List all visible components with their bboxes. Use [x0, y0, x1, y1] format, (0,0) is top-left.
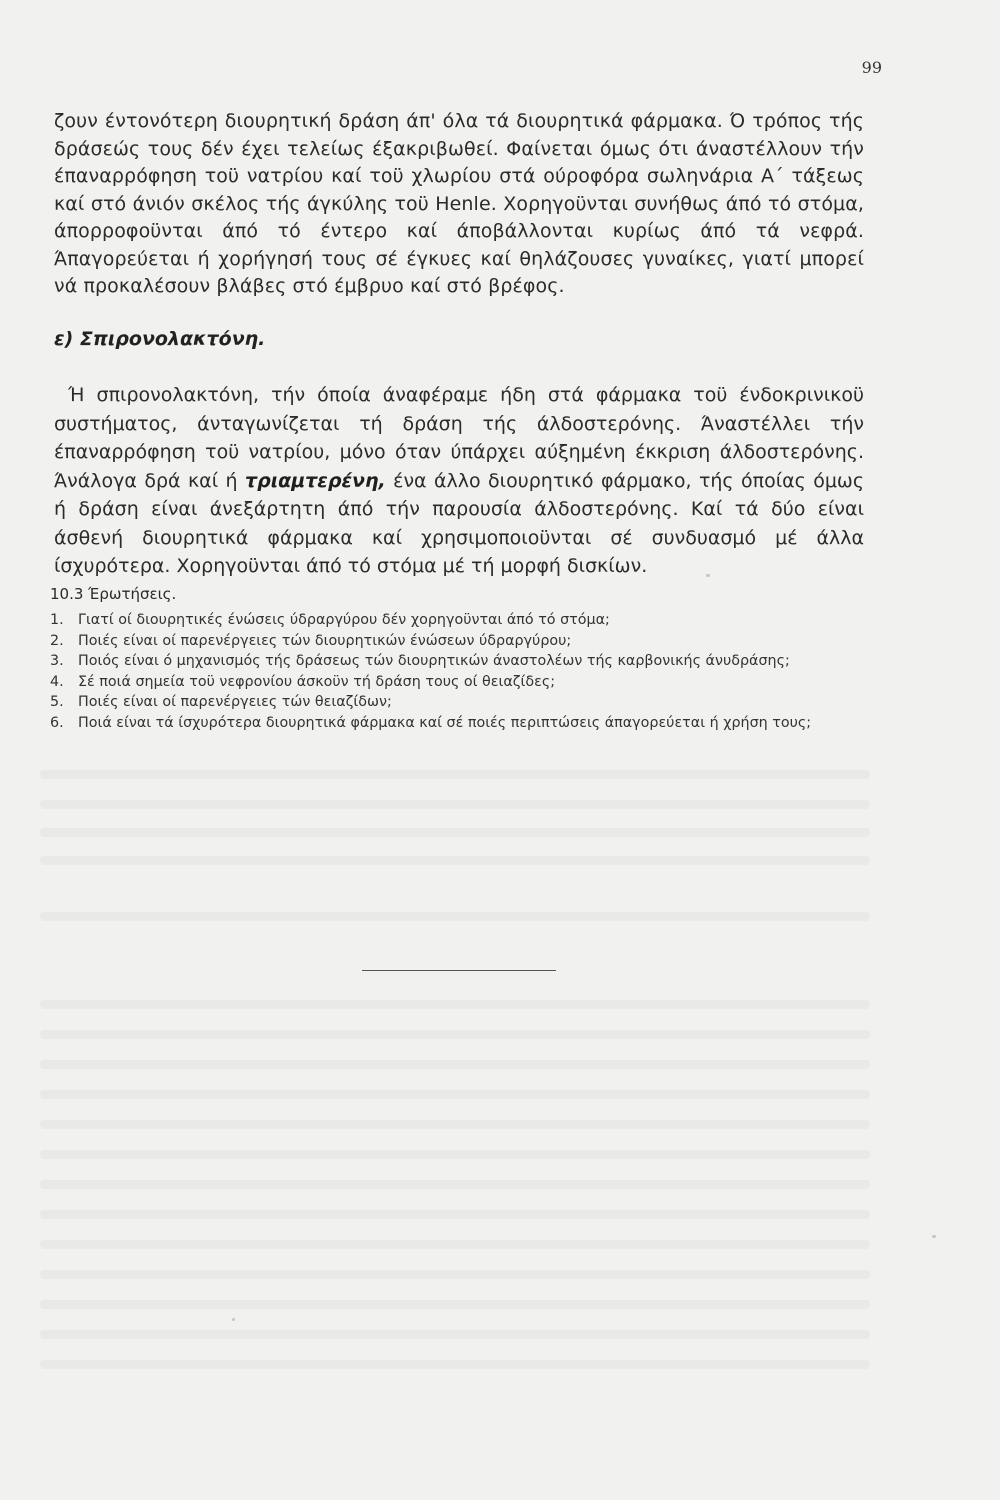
question-text: Ποιός είναι ό μηχανισμός τής δράσεως τών διουρητικών άναστολέων τής καρβονικής άνυδράσης; — [78, 653, 790, 670]
question-item — [50, 672, 870, 693]
paper-speck — [232, 1318, 235, 1321]
paragraph-loop-diuretics — [54, 108, 864, 301]
paragraph-spironolactone — [54, 381, 864, 581]
bleed-through-line — [40, 1120, 870, 1129]
question-number: 1. — [50, 612, 64, 628]
question-item — [50, 651, 870, 672]
bleed-through-line — [40, 1150, 870, 1159]
bleed-through-line — [40, 1210, 870, 1219]
question-number: 3. — [50, 653, 64, 670]
bleed-through-line — [40, 828, 870, 837]
paper-speck — [932, 1235, 936, 1238]
bleed-through-line — [40, 912, 870, 921]
bleed-through-line — [40, 1060, 870, 1069]
bleed-through-line — [40, 1090, 870, 1099]
paragraph-text-part2: ένα άλλο διουρητικό φάρμακο, τής όποίας όμως ή δράση είναι άνεξάρτητη άπό τήν παρουσία άλδοστερόνης. Καί τά δύο είναι άσθενή διουρητικά φάρμακα καί χρησιμοποιοϋνται σέ συνδυασμό μέ άλλα ίσχυρότερα. Χορηγοϋνται άπό τό στόμα μέ τή μορφή δισκίων. — [54, 469, 864, 577]
paragraph-text: ζουν έντονότερη διουρητική δράση άπ' όλα τά διουρητικά φάρμακα. Ό τρόπος τής δράσεώς τους δέν έχει τελείως έξακριβωθεί. Φαίνεται όμως ότι άναστέλλουν τήν έπαναρρόφηση τοϋ νατρίου καί τοϋ χλωρίου στά ούροφόρα σωληνάρια Α΄ τάξεως καί στό άνιόν σκέλος τής άγκύλης τοϋ Henle. Χορηγοϋνται συνήθως άπό τό στόμα, άπορροφοϋνται άπό τό έντερο καί άποβάλλονται κυρίως άπό τά νεφρά. Άπαγορεύεται ή χορήγησή τους σέ έγκυες καί θηλάζουσες γυναίκες, γιατί μπορεί νά προκαλέσουν βλάβες στό έμβρυο καί στό βρέφος. — [54, 110, 864, 297]
bleed-through-line — [40, 1300, 870, 1309]
bleed-through-line — [40, 1240, 870, 1249]
section-heading-spironolactone: ε) Σπιρονολακτόνη. — [54, 328, 266, 350]
question-text: Σέ ποιά σημεία τοϋ νεφρονίου άσκοϋν τή δράση τους οί θειαζίδες; — [78, 673, 556, 690]
page-number: 99 — [861, 58, 882, 77]
paragraph-text-part1: Ή σπιρονολακτόνη, τήν όποία άναφέραμε ήδη στά φάρμακα τοϋ ένδοκρινικοϋ συστήματος, άνταγωνίζεται τή δράση τής άλδοστερόνης. Άναστέλλει τήν έπαναρρόφηση τοϋ νατρίου, μόνο όταν ύπάρχει αύξημένη έκκριση άλδοστερόνης. Άνάλογα δρά καί ή — [54, 384, 864, 492]
question-number: 5. — [50, 694, 64, 711]
bleed-through-line — [40, 1270, 870, 1279]
question-number: 2. — [50, 632, 64, 649]
question-item — [50, 631, 870, 652]
question-text: Ποιές είναι οί παρενέργειες τών θειαζίδων; — [78, 694, 392, 711]
bleed-through-line — [40, 1180, 870, 1189]
question-text: Γιατί οί διουρητικές ένώσεις ύδραργύρου δέν χορηγοϋνται άπό τό στόμα; — [78, 612, 610, 628]
chapter-end-divider — [362, 970, 556, 971]
questions-list — [50, 610, 870, 734]
bleed-through-line — [40, 1360, 870, 1369]
paragraph-emphasis-triamterene: τριαμτερένη, — [245, 469, 386, 492]
question-text: Ποιές είναι οί παρενέργειες τών διουρητικών ένώσεων ύδραργύρου; — [78, 632, 572, 649]
question-item — [50, 713, 870, 734]
question-item — [50, 610, 870, 631]
question-item — [50, 692, 870, 713]
question-text: Ποιά είναι τά ίσχυρότερα διουρητικά φάρμακα καί σέ ποιές περιπτώσεις άπαγορεύεται ή χρήση τους; — [78, 714, 812, 731]
bleed-through-line — [40, 856, 870, 865]
bleed-through-line — [40, 1000, 870, 1009]
bleed-through-line — [40, 1330, 870, 1339]
question-number: 6. — [50, 714, 64, 731]
bleed-through-line — [40, 1030, 870, 1039]
question-number: 4. — [50, 673, 64, 690]
bleed-through-line — [40, 770, 870, 779]
questions-title: 10.3 Έρωτήσεις. — [50, 585, 177, 603]
bleed-through-line — [40, 800, 870, 809]
